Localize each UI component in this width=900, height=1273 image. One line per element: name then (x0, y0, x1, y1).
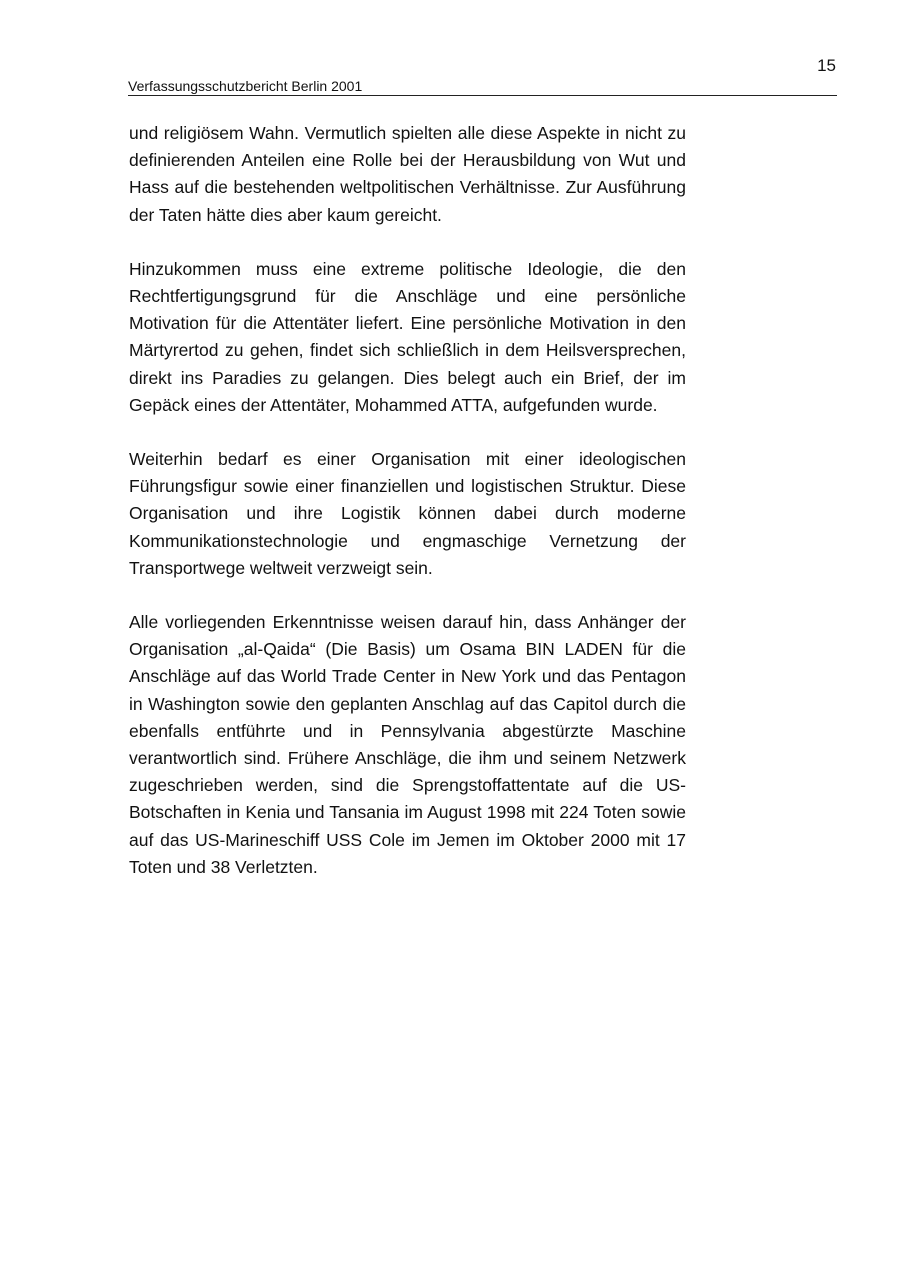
paragraph-3: Weiterhin bedarf es einer Organisation mit einer ideologischen Führungsfigur sowie einer finanziellen und logistischen Struktur. Diese Organisation und ihre Logistik können dabei durch moderne Kommunikationstechnologie und engmaschige Vernetzung der Transportwege weltweit verzweigt sein. (129, 449, 686, 578)
running-header (128, 78, 837, 96)
page-number: 15 (817, 56, 836, 75)
paragraph-1: und religiösem Wahn. Vermutlich spielten alle diese Aspekte in nicht zu definierenden Anteilen eine Rolle bei der Herausbildung von Wut und Hass auf die bestehenden weltpolitischen Verhältnisse. Zur Ausführung der Taten hätte dies aber kaum gereicht. (129, 123, 686, 225)
body-text (129, 120, 686, 908)
paragraph-2: Hinzukommen muss eine extreme politische Ideologie, die den Rechtfertigungsgrund für die Anschläge und eine persönliche Motivation für die Attentäter liefert. Eine persönliche Motivation in den Märtyrertod zu gehen, findet sich schließlich in dem Heilsversprechen, direkt ins Paradies zu gelangen. Dies belegt auch ein Brief, der im Gepäck eines der Attentäter, Mohammed ATTA, aufgefunden wurde. (129, 258, 686, 415)
paragraph-4: Alle vorliegenden Erkenntnisse weisen darauf hin, dass Anhänger der Organisation „al-Qaida“ (Die Basis) um Osama BIN LADEN für die Anschläge auf das World Trade Center in New York und das Pentagon in Washington sowie den geplanten Anschlag auf das Capitol durch die ebenfalls entführte und in Pennsylvania abgestürzte Maschine verantwortlich sind. Frühere Anschläge, die ihm und seinem Netzwerk zugeschrieben werden, sind die Sprengstoffattentate auf die US-Botschaften in Kenia und Tansania im August 1998 mit 224 Toten sowie auf das US-Marineschiff USS Cole im Jemen im Oktober 2000 mit 17 Toten und 38 Verletzten. (129, 612, 686, 877)
running-header-title: Verfassungsschutzbericht Berlin 2001 (128, 78, 363, 94)
